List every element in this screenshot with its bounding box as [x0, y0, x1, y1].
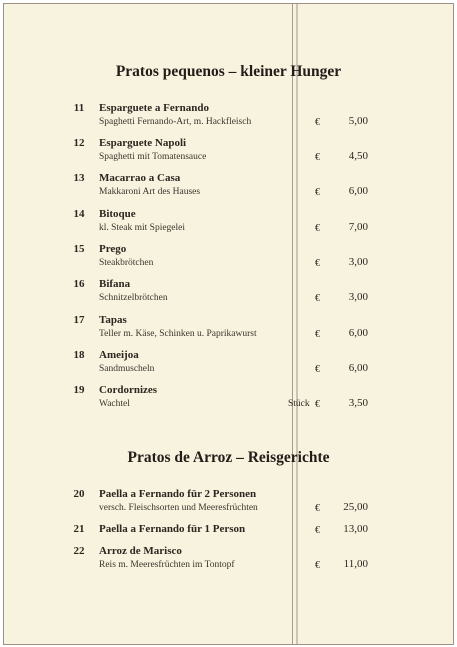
item-name: Tapas — [99, 314, 127, 326]
menu-item — [4, 101, 453, 135]
item-number: 12 — [73, 137, 85, 149]
currency-symbol: € — [315, 152, 320, 163]
item-name: Bifana — [99, 278, 131, 290]
item-number: 21 — [73, 523, 85, 535]
currency-symbol: € — [315, 503, 320, 514]
item-description: Makkaroni Art des Hauses — [99, 187, 201, 197]
item-description: kl. Steak mit Spiegelei — [99, 223, 186, 233]
currency-symbol: € — [315, 560, 320, 571]
item-price: 6,00 — [348, 185, 368, 197]
item-price: 3,50 — [348, 397, 368, 409]
menu-item — [4, 348, 453, 382]
item-price: 11,00 — [343, 558, 368, 570]
item-description: Wachtel — [99, 399, 130, 409]
item-number: 22 — [73, 545, 85, 557]
currency-symbol: € — [315, 399, 320, 410]
menu-page — [3, 3, 454, 645]
item-price: 4,50 — [348, 150, 368, 162]
item-price: 5,00 — [348, 115, 368, 127]
item-number: 13 — [73, 172, 85, 184]
item-number: 16 — [73, 278, 85, 290]
item-description: Steakbrötchen — [99, 258, 154, 268]
currency-symbol: € — [315, 293, 320, 304]
item-description: Reis m. Meeresfrüchten im Tontopf — [99, 560, 235, 570]
item-description: Spaghetti mit Tomatensauce — [99, 152, 207, 162]
item-name: Paella a Fernando für 1 Person — [99, 523, 246, 535]
currency-symbol: € — [315, 525, 320, 536]
section-title-rice-dishes: Pratos de Arroz – Reisgerichte — [127, 449, 330, 466]
item-name: Bitoque — [99, 208, 136, 220]
item-price: 6,00 — [348, 327, 368, 339]
menu-item — [4, 242, 453, 276]
item-description: Teller m. Käse, Schinken u. Paprikawurst — [99, 329, 257, 339]
currency-symbol: € — [315, 223, 320, 234]
menu-item — [4, 277, 453, 311]
item-description: versch. Fleischsorten und Meeresfrüchten — [99, 503, 258, 513]
item-price: 3,00 — [348, 291, 368, 303]
menu-item — [4, 207, 453, 241]
item-price: 6,00 — [348, 362, 368, 374]
item-price: 3,00 — [348, 256, 368, 268]
item-number: 15 — [73, 243, 85, 255]
item-name: Cordornizes — [99, 384, 158, 396]
currency-symbol: € — [315, 117, 320, 128]
item-description: Schnitzelbrötchen — [99, 293, 168, 303]
item-number: 14 — [73, 208, 85, 220]
menu-item — [4, 136, 453, 170]
menu-item — [4, 383, 453, 417]
currency-symbol: € — [315, 364, 320, 375]
item-number: 18 — [73, 349, 85, 361]
item-number: 19 — [73, 384, 85, 396]
menu-item — [4, 509, 453, 543]
item-unit: Stück — [288, 399, 310, 409]
item-price: 25,00 — [343, 501, 368, 513]
currency-symbol: € — [315, 258, 320, 269]
item-name: Arroz de Marisco — [99, 545, 182, 557]
menu-item — [4, 313, 453, 347]
item-number: 11 — [73, 102, 85, 114]
item-price: 13,00 — [343, 523, 368, 535]
currency-symbol: € — [315, 329, 320, 340]
currency-symbol: € — [315, 187, 320, 198]
item-name: Prego — [99, 243, 127, 255]
item-name: Paella a Fernando für 2 Personen — [99, 488, 257, 500]
menu-item — [4, 544, 453, 578]
item-price: 7,00 — [348, 221, 368, 233]
item-description: Sandmuscheln — [99, 364, 155, 374]
menu-item — [4, 171, 453, 205]
item-name: Esparguete Napoli — [99, 137, 187, 149]
item-description: Spaghetti Fernando-Art, m. Hackfleisch — [99, 117, 252, 127]
item-name: Macarrao a Casa — [99, 172, 181, 184]
item-number: 17 — [73, 314, 85, 326]
item-number: 20 — [73, 488, 85, 500]
section-title-small-dishes: Pratos pequenos – kleiner Hunger — [115, 63, 342, 80]
item-name: Ameijoa — [99, 349, 139, 361]
item-name: Esparguete a Fernando — [99, 102, 209, 114]
